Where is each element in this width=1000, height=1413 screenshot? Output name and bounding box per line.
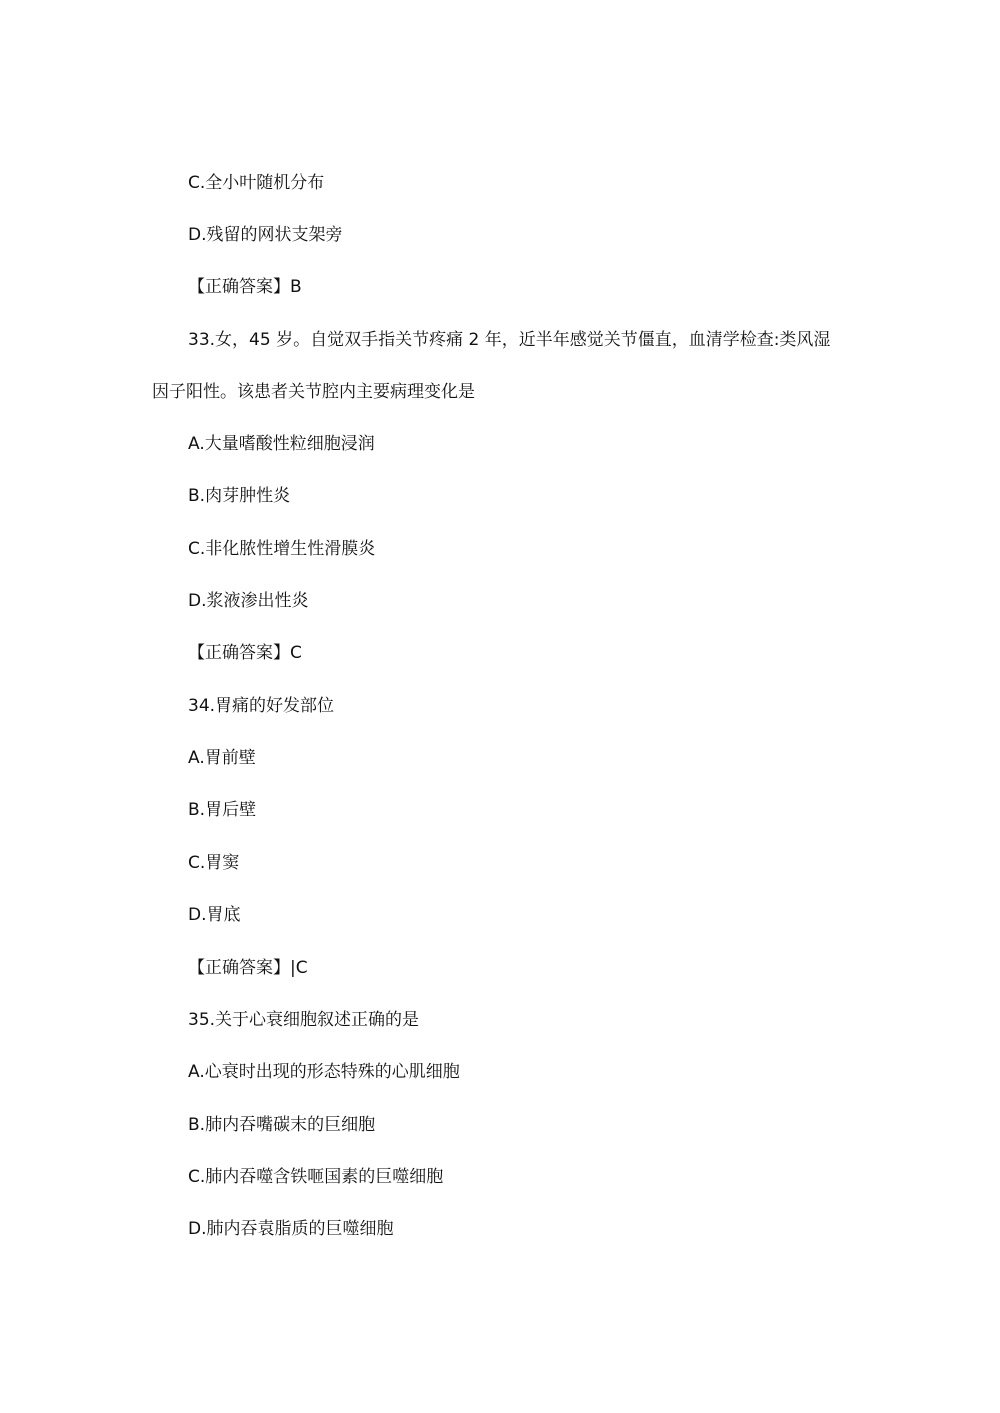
q34-option-d: D.胃底	[188, 905, 241, 925]
q34-stem: 34.胃痛的好发部位	[188, 696, 335, 716]
q33-option-d: D.浆液渗出性炎	[188, 591, 309, 611]
q33-answer: 【正确答案】C	[188, 643, 302, 663]
q32-answer: 【正确答案】B	[188, 277, 302, 297]
q35-option-a: A.心衰时出现的形态特殊的心肌细胞	[188, 1062, 460, 1082]
q32-option-d: D.残留的网状支架旁	[188, 225, 343, 245]
q33-stem-line1: 33.女，45 岁。自觉双手指关节疼痛 2 年，近半年感觉关节僵直，血清学检查:类风湿	[188, 330, 831, 350]
q35-option-b: B.肺内吞嘴碳末的巨细胞	[188, 1115, 376, 1135]
q35-option-d: D.肺内吞袁脂质的巨噬细胞	[188, 1219, 394, 1239]
q34-option-b: B.胃后壁	[188, 800, 257, 820]
q34-option-c: C.胃窦	[188, 853, 240, 873]
q32-option-c: C.全小叶随机分布	[188, 173, 325, 193]
q33-option-b: B.肉芽肿性炎	[188, 486, 291, 506]
q33-option-c: C.非化脓性增生性滑膜炎	[188, 539, 376, 559]
q33-stem-line2: 因子阳性。该患者关节腔内主要病理变化是	[152, 382, 475, 402]
q33-option-a: A.大量嗜酸性粒细胞浸润	[188, 434, 375, 454]
q35-option-c: C.肺内吞噬含铁咂国素的巨噬细胞	[188, 1167, 444, 1187]
q34-answer: 【正确答案】|C	[188, 958, 308, 978]
q35-stem: 35.关于心衰细胞叙述正确的是	[188, 1010, 420, 1030]
q34-option-a: A.胃前壁	[188, 748, 256, 768]
